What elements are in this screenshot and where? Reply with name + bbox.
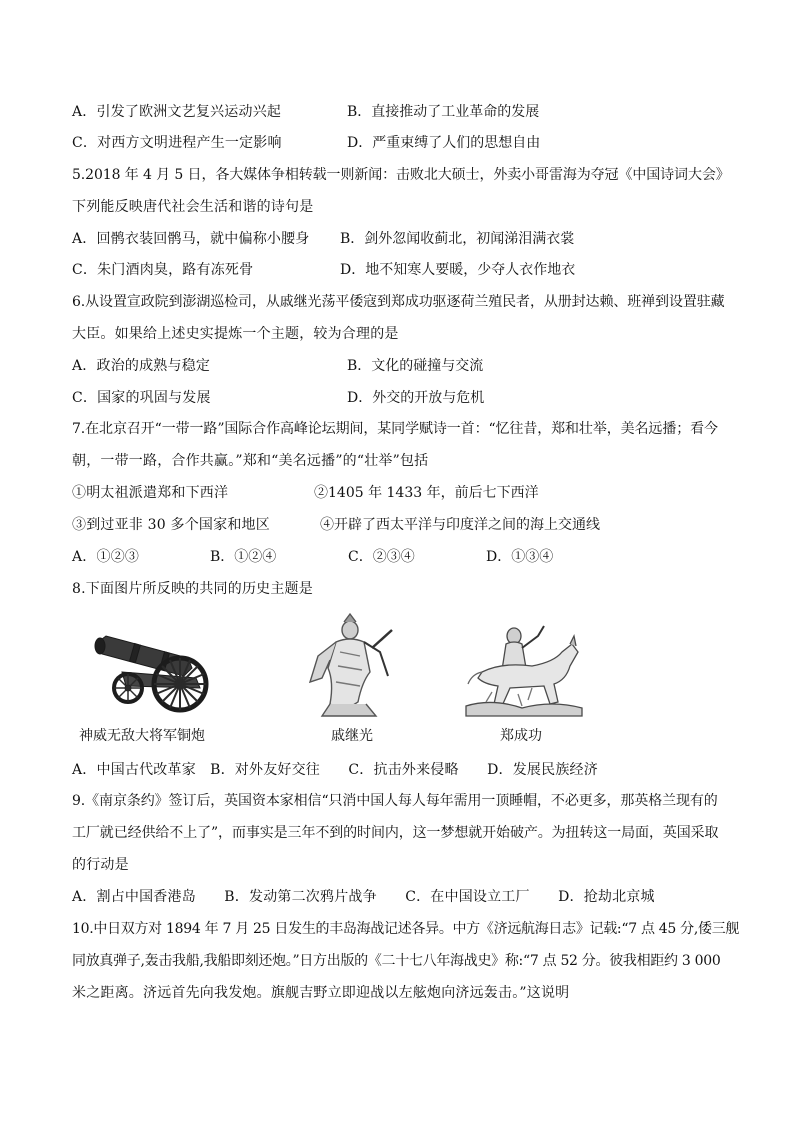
cannon-caption: 神威无敌大将军铜炮 (79, 728, 205, 744)
q10-stem-line2: 同放真弹子,轰击我船,我船即刻还炮。”日方出版的《二十七八年海战史》称:“7 点 52 分。彼我相距约 3 000 (72, 953, 721, 969)
q6-option-a: A．政治的成熟与稳定 (72, 358, 211, 374)
q6-stem-line2: 大臣。如果给上述史实提炼一个主题，较为合理的是 (72, 326, 399, 342)
cannon-image (92, 620, 222, 718)
q9-stem-line2: 工厂就已经供给不上了”，而事实是三年不到的时间内，这一梦想就开始破产。为扭转这一局面，英国采取 (72, 825, 719, 841)
q4-option-a: A．引发了欧洲文艺复兴运动兴起 (72, 104, 282, 120)
q10-stem-line1: 10.中日双方对 1894 年 7 月 25 日发生的丰岛海战记述各异。中方《济远航海日志》记载:“7 点 45 分,倭三舰 (72, 921, 740, 937)
q4-option-c: C．对西方文明进程产生一定影响 (72, 135, 282, 151)
q9-options: A．割占中国香港岛 B．发动第二次鸦片战争 C．在中国设立工厂 D．抢劫北京城 (72, 889, 655, 905)
q5-option-b: B．剑外忽闻收蓟北，初闻涕泪满衣裳 (340, 231, 575, 247)
q7-item-4: ④开辟了西太平洋与印度洋之间的海上交通线 (320, 517, 600, 533)
q5-stem-line2: 下列能反映唐代社会生活和谐的诗句是 (72, 199, 314, 215)
q6-option-d: D．外交的开放与危机 (347, 390, 485, 406)
q7-option-b: B．①②④ (210, 549, 277, 565)
q7-item-3: ③到过亚非 30 多个国家和地区 (72, 517, 270, 533)
q6-option-b: B．文化的碰撞与交流 (347, 358, 484, 374)
q9-stem-line3: 的行动是 (72, 857, 129, 873)
qi-jiguang-caption: 戚继光 (331, 728, 373, 744)
q6-option-c: C．国家的巩固与发展 (72, 390, 211, 406)
q5-option-d: D．地不知寒人要暖，少夺人衣作地衣 (340, 262, 576, 278)
q7-option-a: A．①②③ (72, 549, 140, 565)
q8-stem: 8.下面图片所反映的共同的历史主题是 (72, 581, 313, 597)
q7-stem-line1: 7.在北京召开“一带一路”国际合作高峰论坛期间，某同学赋诗一首：“忆往昔，郑和壮举，美名远播；看今 (72, 421, 718, 437)
q5-option-a: A．回鹘衣装回鹘马，就中偏称小腰身 (72, 231, 310, 247)
q5-option-c: C．朱门酒肉臭，路有冻死骨 (72, 262, 254, 278)
qi-jiguang-statue-image (300, 612, 396, 720)
q5-stem-line1: 5.2018 年 4 月 5 日，各大媒体争相转载一则新闻：击败北大硕士，外卖小哥雷海为夺冠《中国诗词大会》 (72, 167, 730, 183)
zheng-chenggong-statue-image (462, 622, 586, 718)
q7-item-2: ②1405 年 1433 年，前后七下西洋 (314, 485, 539, 501)
q7-item-1: ①明太祖派遣郑和下西洋 (72, 485, 229, 501)
q4-option-d: D．严重束缚了人们的思想自由 (347, 135, 541, 151)
q7-stem-line2: 朝，一带一路，合作共赢。”郑和“美名远播”的“壮举”包括 (72, 453, 429, 469)
q10-stem-line3: 米之距离。济远首先向我发炮。旗舰吉野立即迎战以左舷炮向济远轰击。”这说明 (72, 985, 570, 1001)
q8-options: A．中国古代改革家 B．对外友好交往 C．抗击外来侵略 D．发展民族经济 (72, 762, 598, 778)
q4-option-b: B．直接推动了工业革命的发展 (347, 104, 540, 120)
zheng-chenggong-caption: 郑成功 (500, 728, 542, 744)
q7-option-c: C．②③④ (348, 549, 415, 565)
q9-stem-line1: 9.《南京条约》签订后，英国资本家相信“只消中国人每人每年需用一顶睡帽，不必更多，那英格兰现有的 (72, 793, 718, 809)
q6-stem-line1: 6.从设置宣政院到澎湖巡检司，从戚继光荡平倭寇到郑成功驱逐荷兰殖民者，从册封达赖、班禅到设置驻藏 (72, 294, 725, 310)
q7-option-d: D．①③④ (486, 549, 554, 565)
